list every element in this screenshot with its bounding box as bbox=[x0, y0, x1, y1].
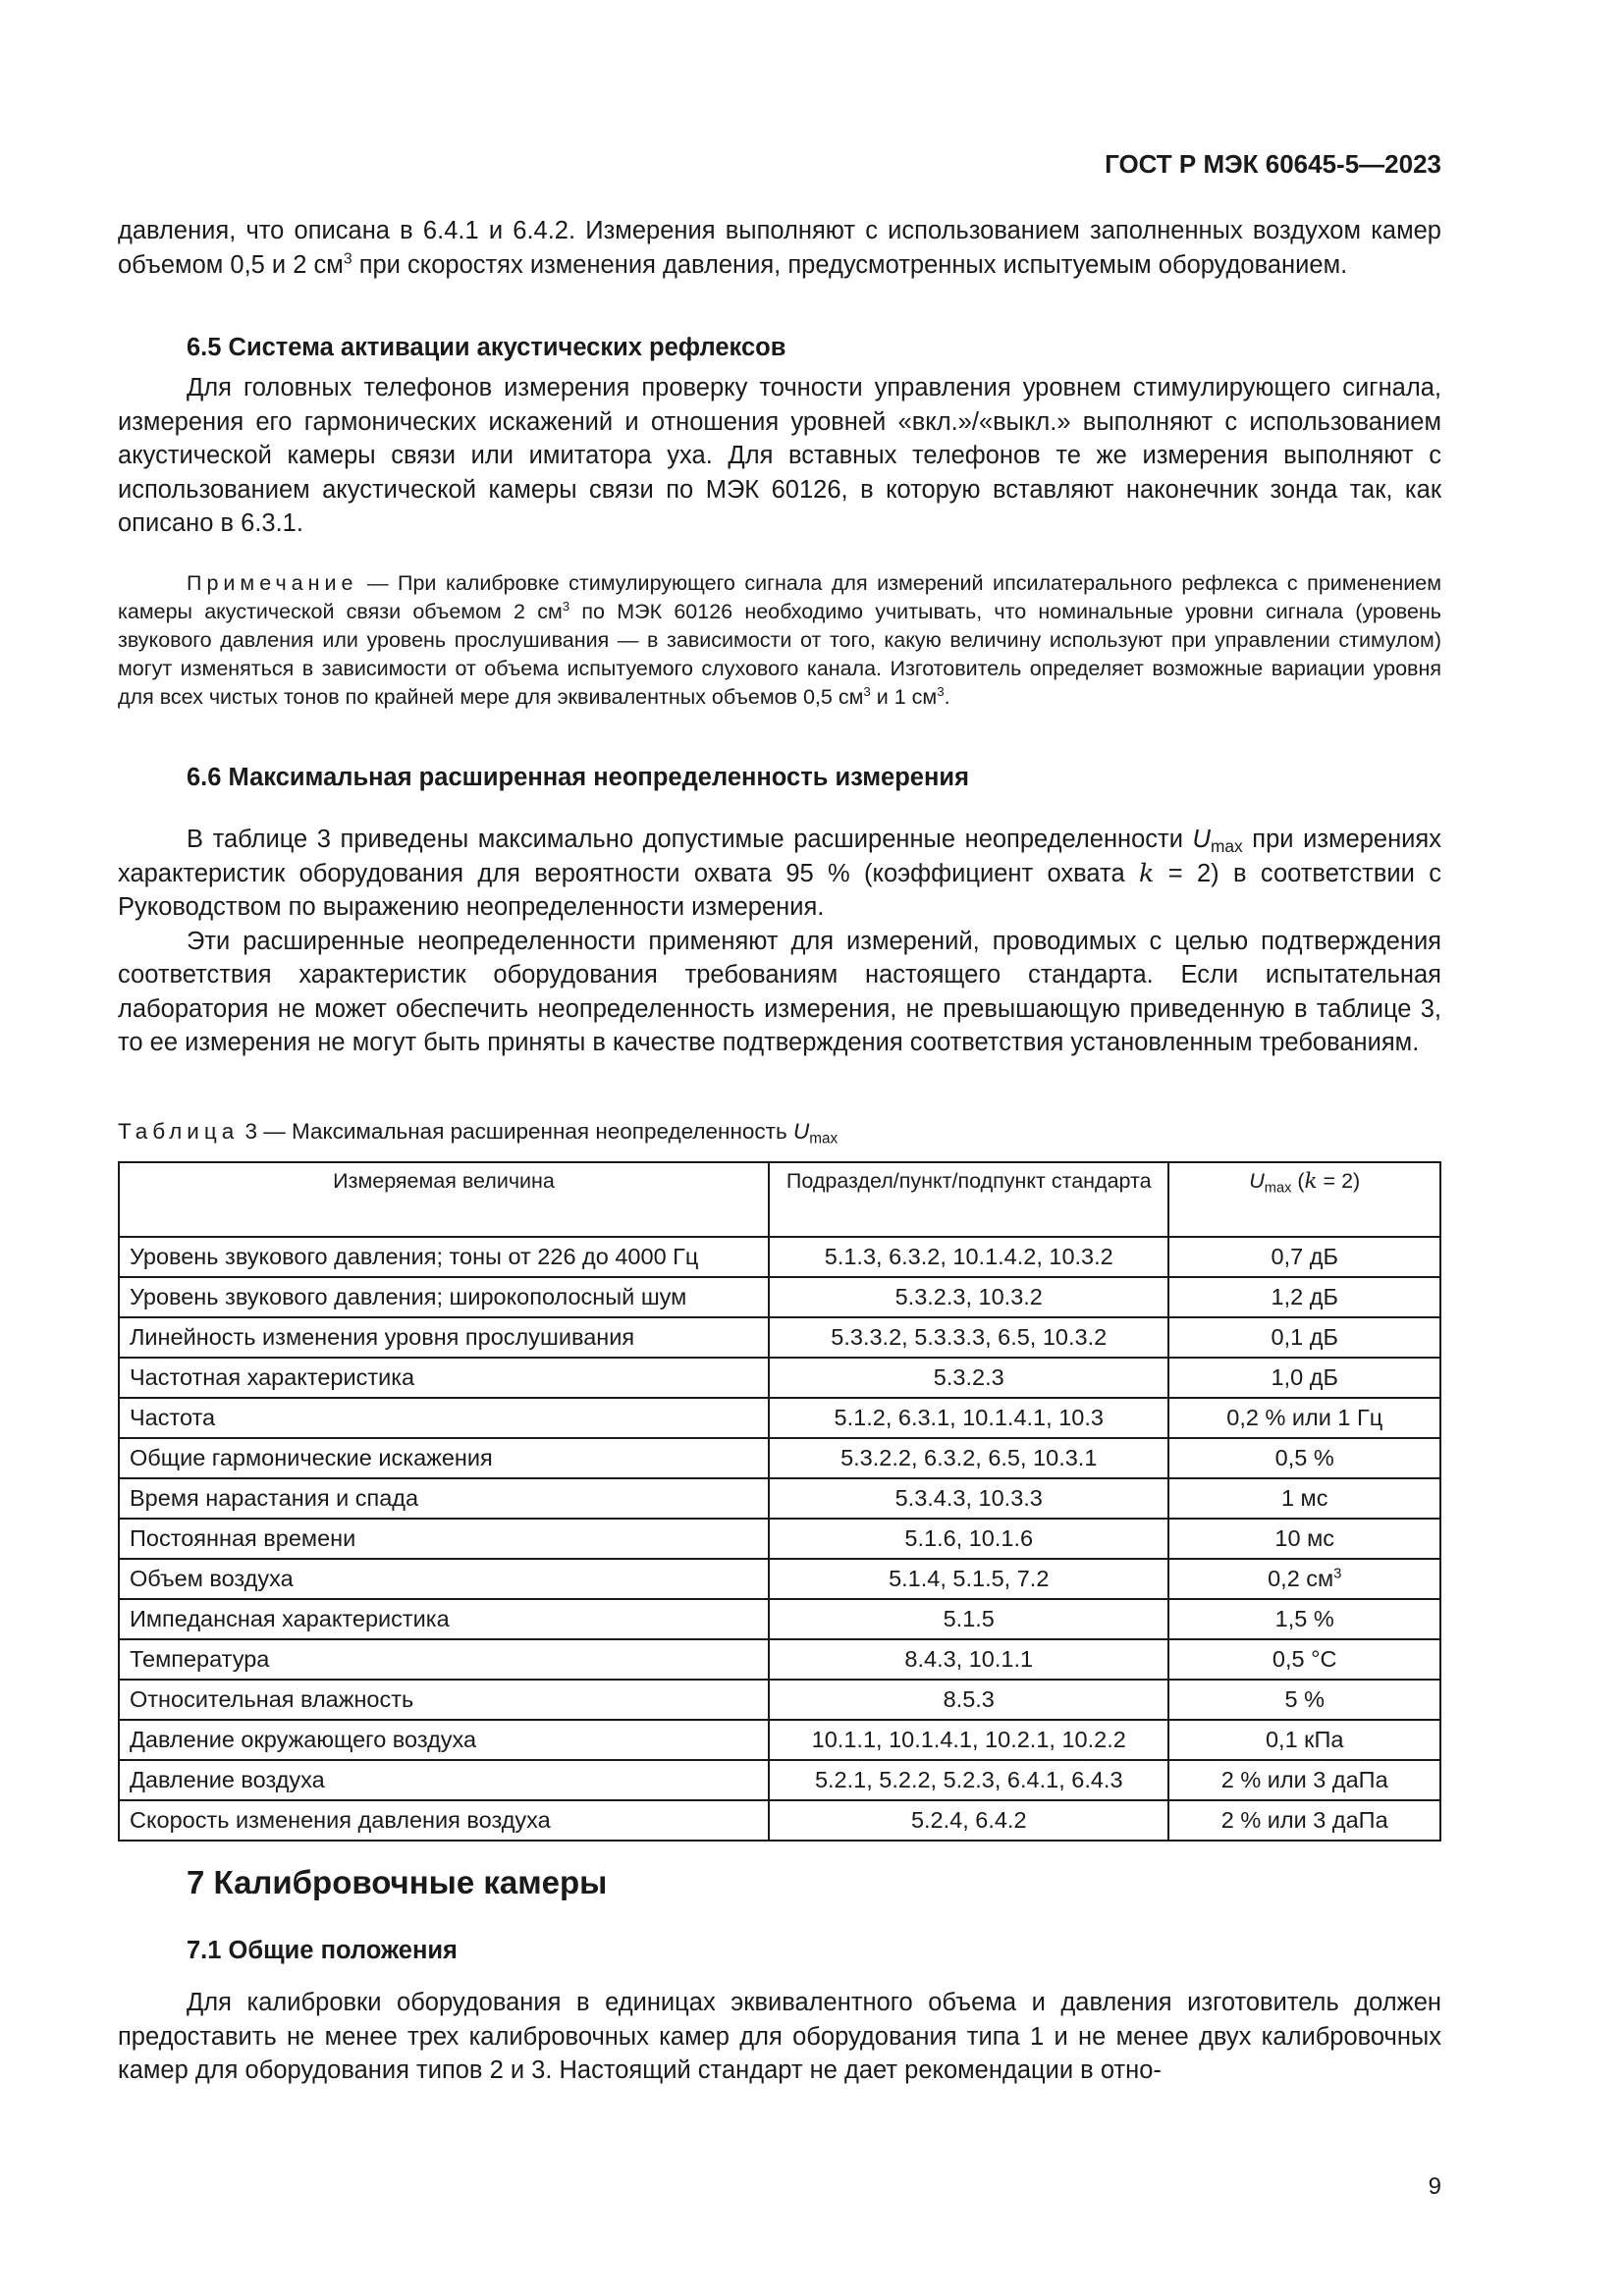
table-row bbox=[119, 1519, 1440, 1559]
page-number: 9 bbox=[1428, 2173, 1441, 2200]
section-6-5-heading: 6.5 Система активации акустических рефлексов bbox=[187, 334, 786, 361]
cell-uncertainty: 5 % bbox=[1168, 1680, 1440, 1720]
section-6-5-paragraph: Для головных телефонов измерения проверку точности управления уровнем стимулирующего сигнала, измерения его гармонических искажений и отношения уровней «вкл.»/«выкл.» выполняют с использованием акустической камеры связи или имитатора уха. Для вставных телефонов те же измерения выполняют с использованием акустической камеры связи по МЭК 60126, в которую вставляют наконечник зонда так, как описано в 6.3.1. bbox=[118, 374, 1441, 537]
cell-uncertainty: 0,1 дБ bbox=[1168, 1317, 1440, 1358]
cell-clause: 5.3.2.3 bbox=[769, 1358, 1168, 1398]
table-row bbox=[119, 1237, 1440, 1277]
table-row bbox=[119, 1277, 1440, 1317]
table-row bbox=[119, 1599, 1440, 1639]
cell-quantity: Относительная влажность bbox=[119, 1680, 769, 1720]
table-row bbox=[119, 1680, 1440, 1720]
cell-clause: 5.1.3, 6.3.2, 10.1.4.2, 10.3.2 bbox=[769, 1237, 1168, 1277]
cell-quantity: Скорость изменения давления воздуха bbox=[119, 1800, 769, 1841]
table-row bbox=[119, 1438, 1440, 1478]
cell-uncertainty: 0,5 °C bbox=[1168, 1639, 1440, 1680]
table-row bbox=[119, 1559, 1440, 1599]
section-7-1-heading: 7.1 Общие положения bbox=[187, 1937, 458, 1964]
cell-clause: 5.2.4, 6.4.2 bbox=[769, 1800, 1168, 1841]
cell-clause: 5.1.6, 10.1.6 bbox=[769, 1519, 1168, 1559]
cell-clause: 5.1.2, 6.3.1, 10.1.4.1, 10.3 bbox=[769, 1398, 1168, 1438]
cell-quantity: Линейность изменения уровня прослушивания bbox=[119, 1317, 769, 1358]
cell-clause: 5.3.2.3, 10.3.2 bbox=[769, 1277, 1168, 1317]
header-uncertainty: $U_{max}$ (k = 2) bbox=[1168, 1162, 1440, 1237]
section-7-1-paragraph: Для калибровки оборудования в единицах эквивалентного объема и давления изготовитель должен предоставить не менее трех калибровочных камер для оборудования типа 1 и не менее двух калибровочных камер для оборудования типов 2 и 3. Настоящий стандарт не дает рекомендации в отно- bbox=[118, 1989, 1441, 2084]
cell-quantity: Частотная характеристика bbox=[119, 1358, 769, 1398]
cell-clause: 5.1.5 bbox=[769, 1599, 1168, 1639]
cell-clause: 5.2.1, 5.2.2, 5.2.3, 6.4.1, 6.4.3 bbox=[769, 1760, 1168, 1800]
cell-quantity: Уровень звукового давления; широкополосный шум bbox=[119, 1277, 769, 1317]
intro-paragraph: давления, что описана в 6.4.1 и 6.4.2. Измерения выполняют с использованием заполненных воздухом камер объемом 0,5 и 2 $см^3$ при скоростях изменения давления, предусмотренных испытуемым оборудованием. bbox=[118, 217, 1441, 279]
cell-uncertainty: 0,1 кПа bbox=[1168, 1720, 1440, 1760]
cell-uncertainty: 1,5 % bbox=[1168, 1599, 1440, 1639]
header-quantity: Измеряемая величина bbox=[119, 1162, 769, 1237]
header-clause: Подраздел/пункт/подпункт стандарта bbox=[769, 1162, 1168, 1237]
cell-quantity: Давление воздуха bbox=[119, 1760, 769, 1800]
uncertainty-table bbox=[118, 1161, 1441, 1842]
cell-quantity: Общие гармонические искажения bbox=[119, 1438, 769, 1478]
cell-clause: 5.3.3.2, 5.3.3.3, 6.5, 10.3.2 bbox=[769, 1317, 1168, 1358]
cell-quantity: Время нарастания и спада bbox=[119, 1478, 769, 1519]
table-row bbox=[119, 1760, 1440, 1800]
cell-uncertainty: 0,2 $см^3$ bbox=[1168, 1559, 1440, 1599]
cell-quantity: Уровень звукового давления; тоны от 226 до 4000 Гц bbox=[119, 1237, 769, 1277]
cell-uncertainty: 1 мс bbox=[1168, 1478, 1440, 1519]
cell-clause: 8.4.3, 10.1.1 bbox=[769, 1639, 1168, 1680]
section-6-6-heading: 6.6 Максимальная расширенная неопределенность измерения bbox=[187, 764, 969, 791]
cell-quantity: Постоянная времени bbox=[119, 1519, 769, 1559]
cell-uncertainty: 2 % или 3 даПа bbox=[1168, 1760, 1440, 1800]
cell-clause: 10.1.1, 10.1.4.1, 10.2.1, 10.2.2 bbox=[769, 1720, 1168, 1760]
cell-quantity: Импедансная характеристика bbox=[119, 1599, 769, 1639]
cell-uncertainty: 0,2 % или 1 Гц bbox=[1168, 1398, 1440, 1438]
cell-quantity: Объем воздуха bbox=[119, 1559, 769, 1599]
table-row bbox=[119, 1639, 1440, 1680]
cell-uncertainty: 1,2 дБ bbox=[1168, 1277, 1440, 1317]
table-row bbox=[119, 1358, 1440, 1398]
document-header: ГОСТ Р МЭК 60645-5—2023 bbox=[1105, 149, 1441, 179]
cell-uncertainty: 0,5 % bbox=[1168, 1438, 1440, 1478]
table-row bbox=[119, 1800, 1440, 1841]
table-body bbox=[119, 1237, 1440, 1841]
cell-uncertainty: 0,7 дБ bbox=[1168, 1237, 1440, 1277]
section-6-6-text: В таблице 3 приведены максимально допустимые расширенные неопределенности $U_{max}$ при измерениях характеристик оборудования для вероятности охвата 95 % (коэффициент охвата k = 2) в соответствии с Руководством по выражению неопределенности измерения. Эти расширенные неопределенности применяют для измерений, проводимых с целью подтверждения соответствия характеристик оборудования требованиям настоящего стандарта. Если испытательная лаборатория не может обеспечить неопределенность измерения, не превышающую приведенную в таблице 3, то ее измерения не могут быть приняты в качестве подтверждения соответствия установленным требованиям. bbox=[118, 826, 1441, 1056]
cell-quantity: Давление окружающего воздуха bbox=[119, 1720, 769, 1760]
cell-clause: 5.1.4, 5.1.5, 7.2 bbox=[769, 1559, 1168, 1599]
cell-clause: 5.3.2.2, 6.3.2, 6.5, 10.3.1 bbox=[769, 1438, 1168, 1478]
section-6-5-note: Примечание — При калибровке стимулирующего сигнала для измерений ипсилатерального рефлекса с применением камеры акустической связи объемом 2 $см^3$ по МЭК 60126 необходимо учитывать, что номинальные уровни сигнала (уровень звукового давления или уровень прослушивания — в зависимости от того, какую величину используют при управлении стимулом) могут изменяться в зависимости от объема испытуемого слухового канала. Изготовитель определяет возможные вариации уровня для всех чистых тонов по крайней мере для эквивалентных объемов 0,5 $см^3$ и 1 $см^3$. bbox=[118, 571, 1441, 709]
table-row bbox=[119, 1720, 1440, 1760]
cell-uncertainty: 10 мс bbox=[1168, 1519, 1440, 1559]
cell-quantity: Температура bbox=[119, 1639, 769, 1680]
cell-clause: 5.3.4.3, 10.3.3 bbox=[769, 1478, 1168, 1519]
cell-clause: 8.5.3 bbox=[769, 1680, 1168, 1720]
section-7-heading: 7 Калибровочные камеры bbox=[187, 1864, 608, 1900]
cell-quantity: Частота bbox=[119, 1398, 769, 1438]
table-row bbox=[119, 1478, 1440, 1519]
cell-uncertainty: 2 % или 3 даПа bbox=[1168, 1800, 1440, 1841]
table-header-row bbox=[119, 1162, 1440, 1237]
note-label: Примечание bbox=[187, 571, 358, 595]
table-row bbox=[119, 1317, 1440, 1358]
table-3-caption: Таблица 3 — Максимальная расширенная неопределенность $U_{max}$ bbox=[118, 1119, 839, 1148]
cell-uncertainty: 1,0 дБ bbox=[1168, 1358, 1440, 1398]
table-row bbox=[119, 1398, 1440, 1438]
